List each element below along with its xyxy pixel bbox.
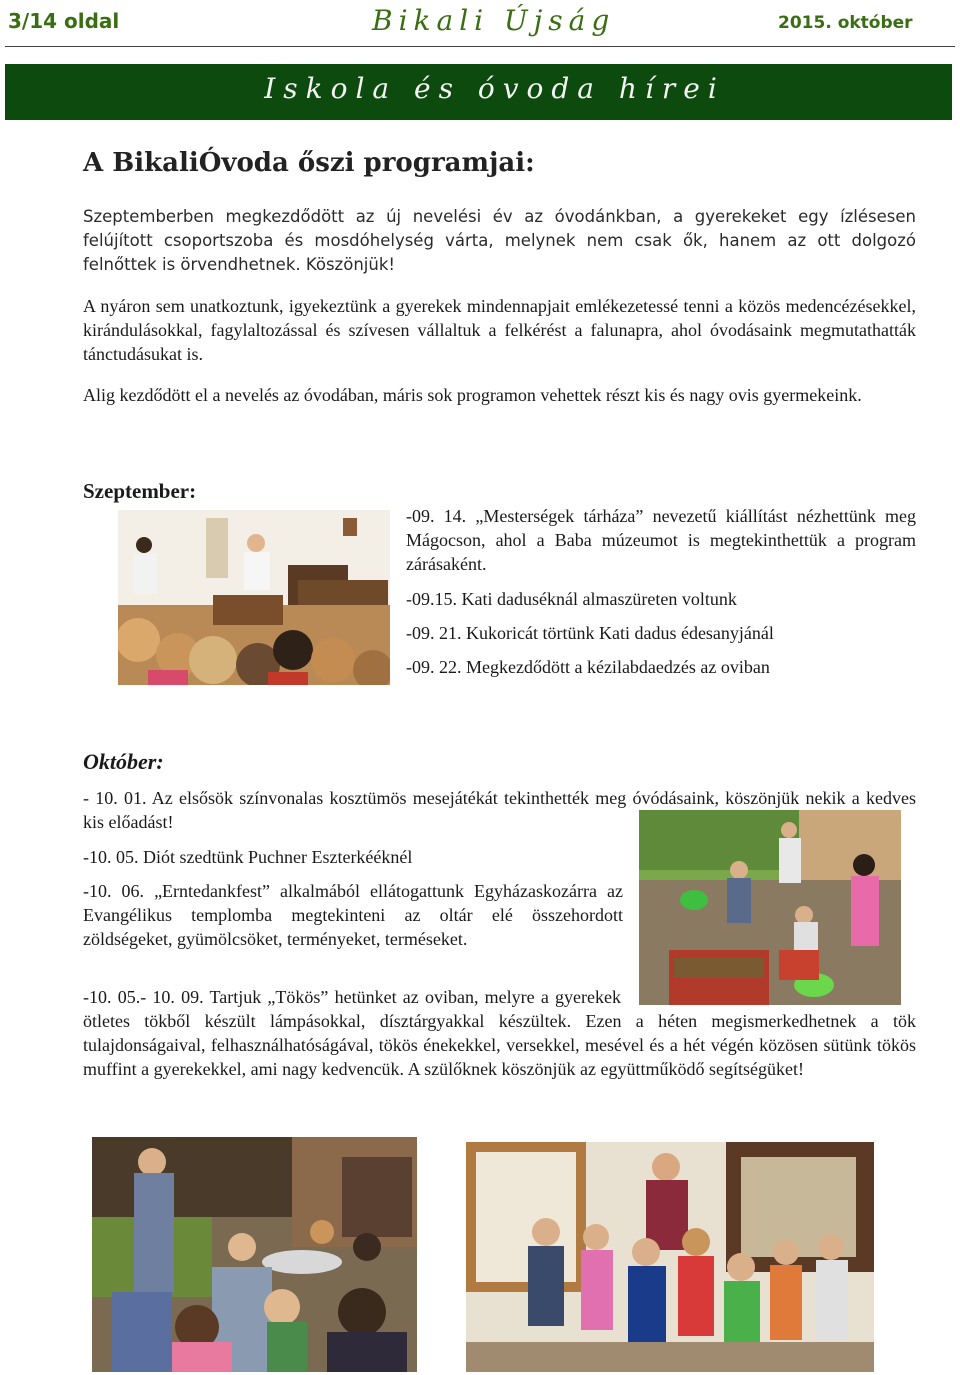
list-item: -09.15. Kati daduséknál almaszüreten voltunk — [406, 589, 737, 609]
museum-exhibition-photo — [118, 510, 390, 685]
section-banner — [5, 64, 952, 120]
september-heading: Szeptember: — [83, 479, 197, 503]
list-item: -10. 05. Diót szedtünk Puchner Eszterkééknél — [83, 847, 413, 867]
list-item: -10. 06. „Erntedankfest” alkalmából ellátogattunk Egyházaskozárra az Evangélikus templomba megtekinteni az oltár elé összehordott zöldségeket, gyümölcsöket, terményeket, terméseket. — [83, 881, 623, 949]
header-divider — [5, 46, 955, 47]
photo-wrap-spacer — [621, 985, 916, 1005]
article-headline: A BikaliÓvoda őszi programjai: — [83, 148, 535, 178]
newspaper-title: Bikali Újság — [372, 4, 616, 37]
intro-paragraph: Szeptemberben megkezdődött az új nevelési év az óvodánkban, a gyerekeket egy ízlésesen felújított csoportszoba és mosdóhelység várta, melynek nem csak ők, hanem az ott dolgozó felnőttek is örvendhetnek. Köszönjük! — [83, 207, 916, 274]
pumpkin-carving-photo — [92, 1137, 417, 1372]
pumpkin-week-text: -10. 05.- 10. 09. Tartjuk „Tökös” hetünket az oviban, melyre a gyerekek ötletes tökből készült lámpásokkal, dísztárgyakkal készültek. Ezen a héten megismerkedhetnek a tök tulajdonságaival, felhasználhatóságával, tökös énekekkel, versekkel, mesével és a hét végén közösen sütünk tökös muffint a gyerekekkel, ami nagy kedvencük. A szülőknek köszönjük az együttműködő segítségüket! — [83, 987, 916, 1079]
page-number: 3/14 oldal — [8, 9, 120, 33]
section-title: Iskola és óvoda hírei — [264, 72, 725, 105]
programs-paragraph: Alig kezdődött el a nevelés az óvodában, máris sok programon vehettek részt kis és nagy ovis gyermekeink. — [83, 385, 862, 405]
church-visit-photo — [466, 1142, 874, 1372]
october-heading: Október: — [83, 749, 164, 774]
list-item: -09. 14. „Mesterségek tárháza” nevezetű kiállítást nézhettünk meg Mágocson, ahol a Baba múzeumot is megtekinthettük a program zárásaként. — [406, 506, 916, 574]
list-item: -09. 21. Kukoricát törtünk Kati dadus édesanyjánál — [406, 623, 774, 643]
list-item: -09. 22. Megkezdődött a kézilabdaedzés az oviban — [406, 657, 770, 677]
issue-date: 2015. október — [778, 13, 913, 33]
list-item: - 10. 01. Az elsősök színvonalas kosztümös mesejátékát tekinthették meg óvódásaink, köszönjük nekik a kedves kis előadást! — [83, 788, 916, 832]
page-header — [0, 0, 960, 48]
walnut-harvest-photo — [639, 810, 901, 1005]
list-item — [83, 985, 916, 1081]
summer-paragraph: A nyáron sem unatkoztunk, igyekeztünk a gyerekek mindennapjait emlékezetessé tenni a közös medencézésekkel, kirándulásokkal, fagylaltozással és szívesen vállaltuk a felkérést a falunapra, ahol óvodásaink megmutathatták tánctudásukat is. — [83, 296, 916, 364]
